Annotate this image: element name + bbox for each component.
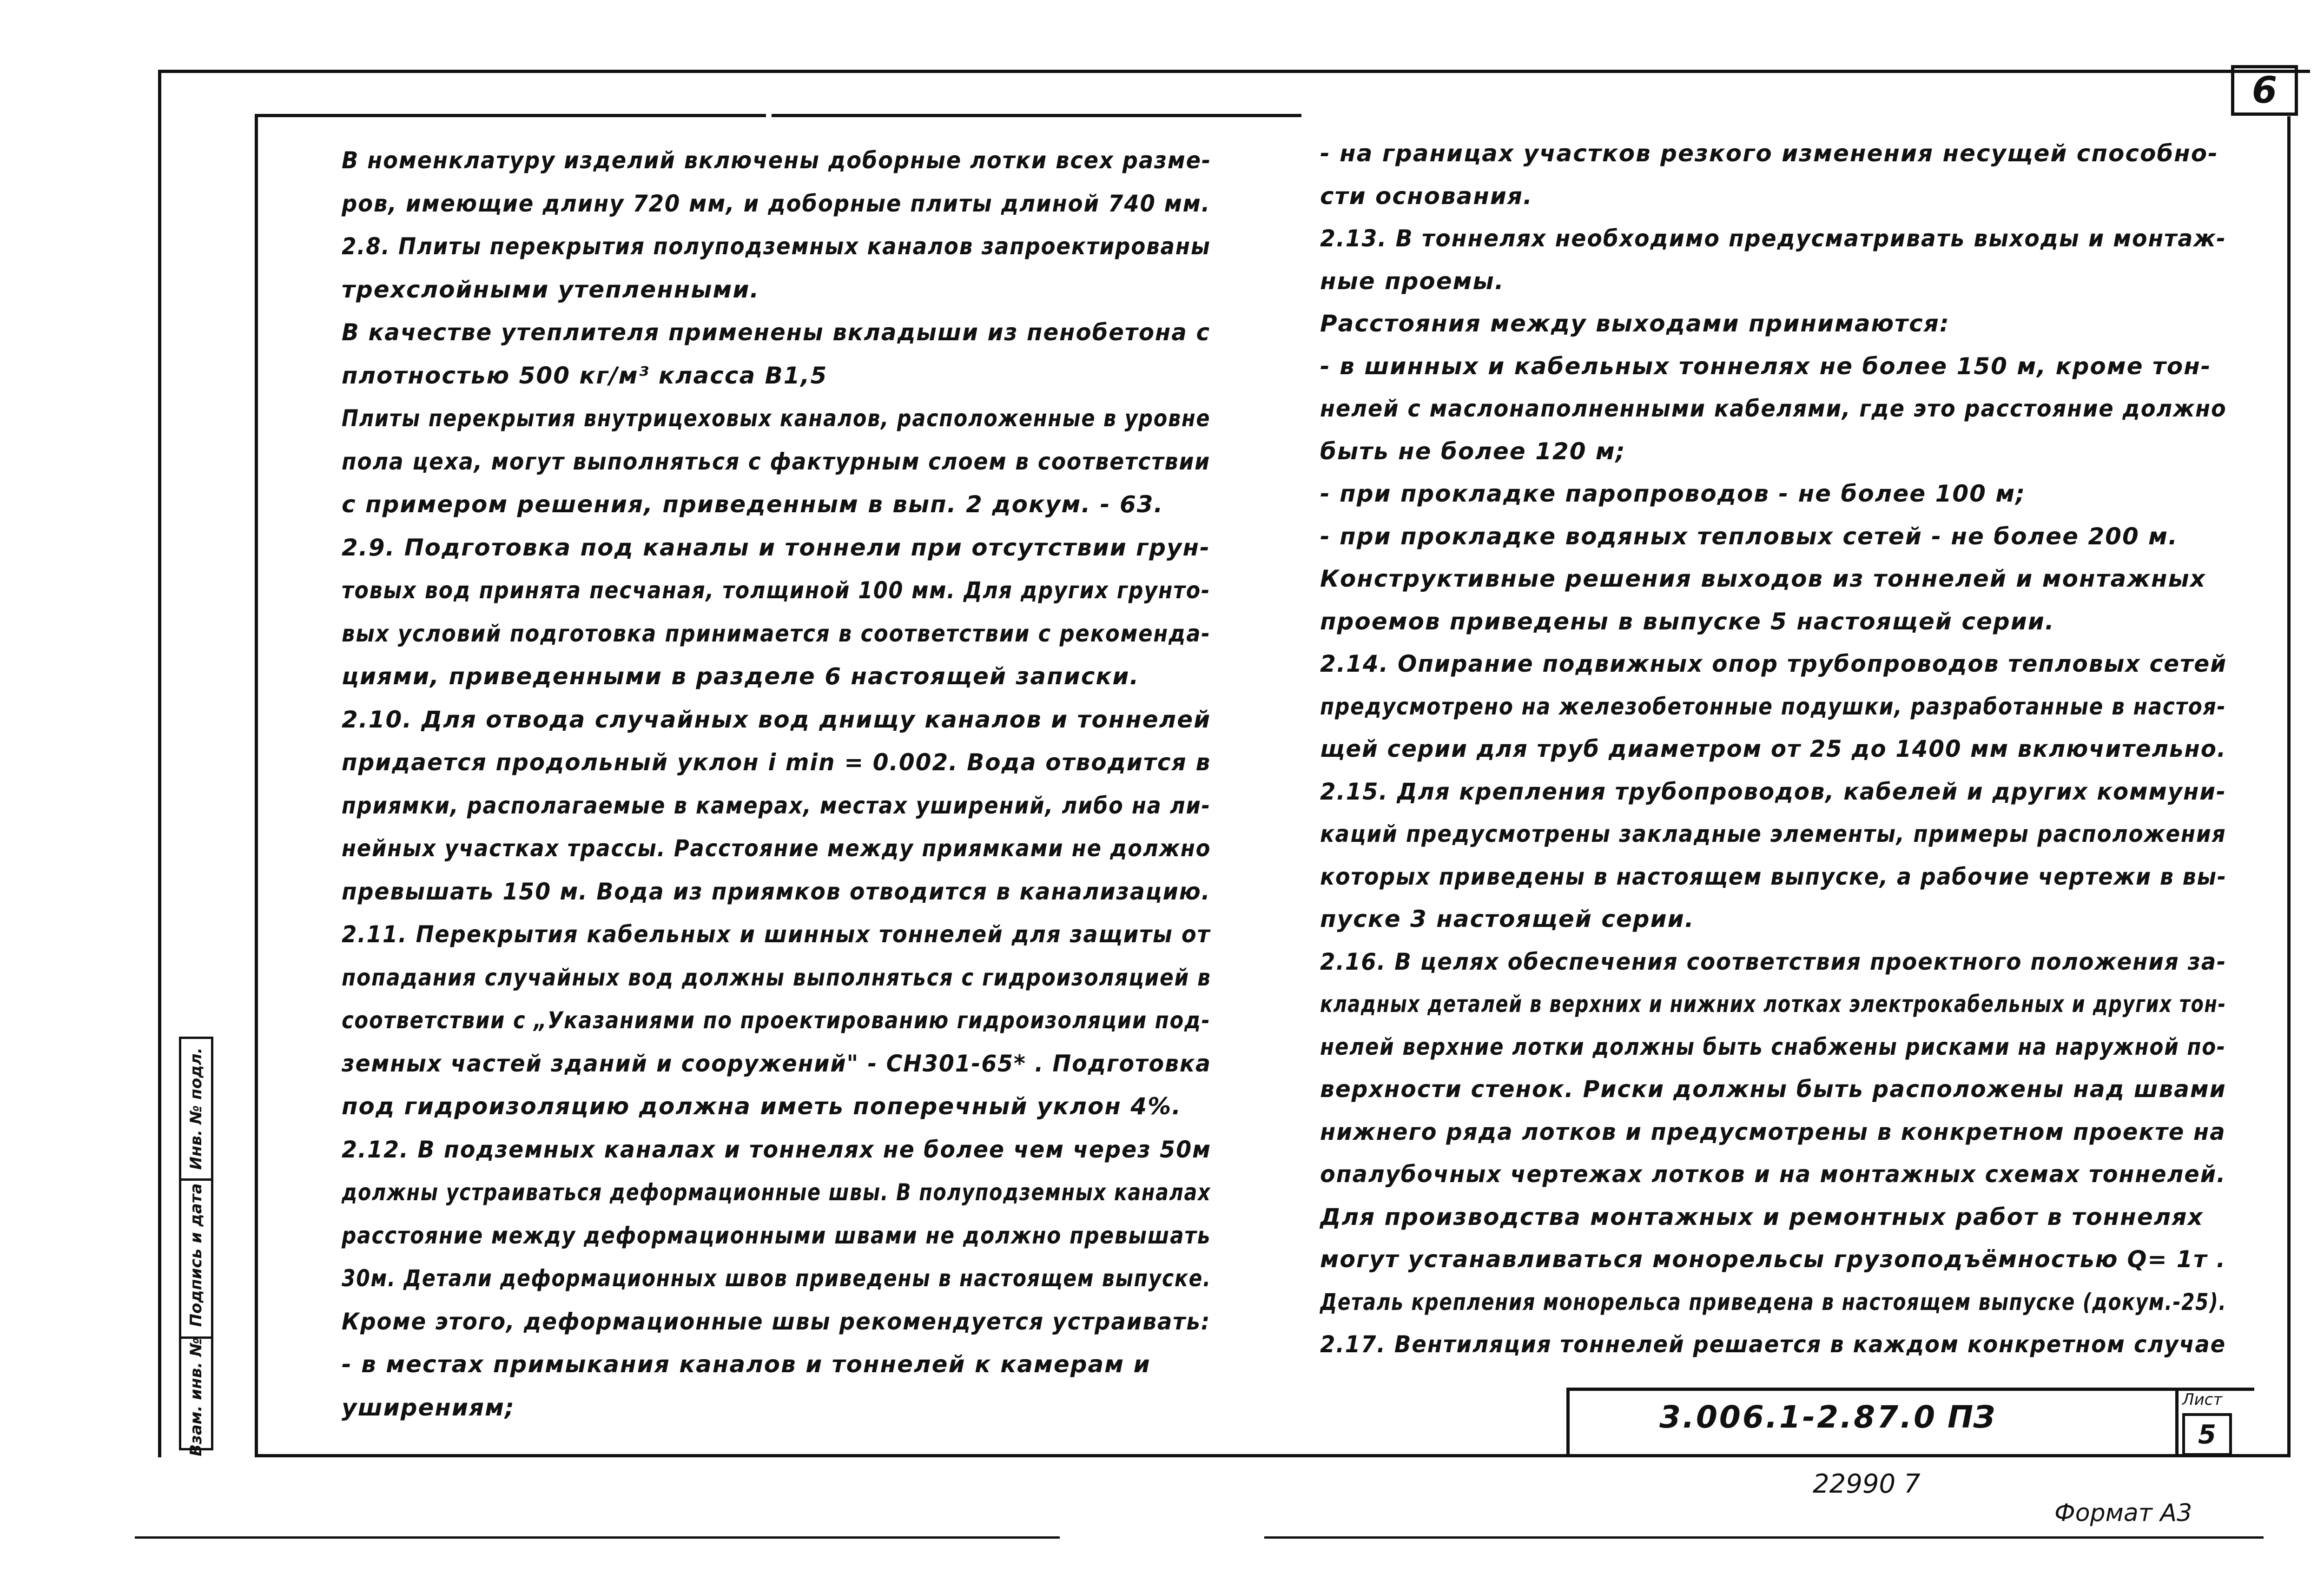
inner-frame-top-middle-segment: [772, 114, 1301, 117]
right-column-line: - на границах участков резкого изменения несущей способно-: [1320, 140, 2218, 167]
right-column-line: - при прокладке паропроводов - не более 100 м;: [1320, 480, 2026, 507]
right-column-line: 2.14. Опирание подвижных опор трубопроводов тепловых сетей: [1320, 650, 2227, 677]
right-column-line: предусмотрено на железобетонные подушки, разработанные в настоя-: [1320, 693, 2226, 720]
bottom-rule-left: [135, 1536, 1060, 1539]
left-column-line: Кроме этого, деформационные швы рекомендуется устраивать:: [342, 1308, 1211, 1335]
left-column-line: расстояние между деформационными швами не должно превышать: [342, 1222, 1211, 1249]
left-column-line: - в местах примыкания каналов и тоннелей к камерам и: [342, 1351, 1151, 1378]
right-column-line: сти основания.: [1320, 182, 1533, 210]
left-column-line: Плиты перекрытия внутрицеховых каналов, расположенные в уровне: [342, 405, 1211, 432]
inventory-number: 22990 7: [1813, 1469, 1921, 1499]
left-column-line: В номенклатуру изделий включены доборные лотки всех разме-: [342, 147, 1212, 174]
left-column-line: циями, приведенными в разделе 6 настоящей записки.: [342, 663, 1140, 690]
right-column-line: нелей с маслонаполненными кабелями, где это расстояние должно: [1320, 395, 2227, 422]
right-column-line: опалубочных чертежах лотков и на монтажных схемах тоннелей.: [1320, 1161, 2226, 1188]
right-column-line: проемов приведены в выпуске 5 настоящей серии.: [1320, 608, 2055, 635]
left-column-line: 2.12. В подземных каналах и тоннелях не более чем через 50м: [342, 1136, 1211, 1163]
inner-frame-top-left-segment: [255, 114, 766, 117]
side-stamp-divider: [181, 1178, 211, 1181]
right-column-line: кладных деталей в верхних и нижних лотках электрокабельных и других тон-: [1320, 991, 2226, 1018]
right-column-line: 2.13. В тоннелях необходимо предусматривать выходы и монтаж-: [1320, 225, 2226, 252]
right-column-line: 2.17. Вентиляция тоннелей решается в каждом конкретном случае: [1320, 1331, 2226, 1358]
left-column-line: приямки, располагаемые в камерах, местах уширений, либо на ли-: [342, 792, 1211, 819]
left-column-line: 2.9. Подготовка под каналы и тоннели при отсутствии грун-: [342, 534, 1210, 561]
right-column-line: 2.15. Для крепления трубопроводов, кабелей и других коммуни-: [1320, 778, 2226, 805]
left-column-line: 2.11. Перекрытия кабельных и шинных тоннелей для защиты от: [342, 921, 1211, 948]
right-column-line: 2.16. В целях обеспечения соответствия проектного положения за-: [1320, 948, 2227, 975]
left-column-line: 2.10. Для отвода случайных вод днищу каналов и тоннелей: [342, 706, 1211, 733]
left-column-line: соответствии с „Указаниями по проектированию гидроизоляции под-: [342, 1007, 1211, 1034]
right-column-line: - в шинных и кабельных тоннелях не более 150 м, кроме тон-: [1320, 352, 2212, 380]
right-column-line: Для производства монтажных и ремонтных работ в тоннелях: [1320, 1203, 2204, 1230]
stamp-label-inventory: Инв. № подл.: [187, 1047, 205, 1170]
right-column-line: Деталь крепления монорельса приведена в настоящем выпуске (докум.-25).: [1320, 1288, 2227, 1316]
stamp-label-signature-date: Подпись и дата: [187, 1183, 205, 1327]
right-column-line: Конструктивные решения выходов из тоннелей и монтажных: [1320, 565, 2206, 592]
document-code: 3.006.1-2.87.0: [1659, 1399, 1937, 1435]
right-column-line: которых приведены в настоящем выпуске, а рабочие чертежи в вы-: [1320, 863, 2227, 890]
sheet-label: Лист: [2182, 1390, 2223, 1409]
outer-frame-top: [158, 70, 2236, 73]
right-column-line: нелей верхние лотки должны быть снабжены рисками на наружной по-: [1320, 1033, 2226, 1060]
corner-sheet-number: 6: [2231, 65, 2298, 116]
left-column-line: с примером решения, приведенным в вып. 2 докум. - 63.: [342, 491, 1164, 518]
left-column-line: товых вод принята песчаная, толщиной 100 мм. Для других грунто-: [342, 577, 1211, 604]
sheet-number: 5: [2182, 1413, 2232, 1456]
left-column-line: 2.8. Плиты перекрытия полуподземных каналов запроектированы: [342, 233, 1211, 260]
right-column-line: быть не более 120 м;: [1320, 437, 1626, 465]
left-column-line: уширениям;: [342, 1394, 515, 1421]
sheet-cell: [2175, 1388, 2233, 1457]
right-column-line: каций предусмотрены закладные элементы, примеры расположения: [1320, 820, 2226, 847]
left-column-line: должны устраиваться деформационные швы. В полуподземных каналах: [342, 1179, 1211, 1206]
right-column-line: пуске 3 настоящей серии.: [1320, 906, 1695, 932]
left-column-line: придается продольный уклон i min = 0.002. Вода отводится в: [342, 749, 1211, 776]
left-column-line: земных частей зданий и сооружений" - СН301-65* . Подготовка: [342, 1050, 1211, 1077]
left-column-line: ров, имеющие длину 720 мм, и доборные плиты длиной 740 мм.: [342, 190, 1211, 217]
left-column-line: попадания случайных вод должны выполняться с гидроизоляцией в: [342, 964, 1211, 991]
right-column-line: щей серии для труб диаметром от 25 до 1400 мм включительно.: [1320, 735, 2227, 762]
paper-format: Формат А3: [2054, 1499, 2192, 1527]
right-column-line: верхности стенок. Риски должны быть расположены над швами: [1320, 1076, 2226, 1103]
right-column-line: нижнего ряда лотков и предусмотрены в конкретном проекте на: [1320, 1118, 2226, 1145]
left-column-line: пола цеха, могут выполняться с фактурным слоем в соответствии: [342, 448, 1211, 475]
bottom-rule-right: [1264, 1536, 2264, 1539]
left-column-line: вых условий подготовка принимается в соответствии с рекоменда-: [342, 620, 1211, 647]
stamp-label-replacement: Взам. инв. №: [187, 1337, 205, 1456]
left-column-line: В качестве утеплителя применены вкладыши из пенобетона с: [342, 319, 1211, 346]
document-type: ПЗ: [1948, 1399, 1995, 1435]
side-stamp: [179, 1037, 213, 1456]
right-column-line: - при прокладке водяных тепловых сетей - не более 200 м.: [1320, 522, 2179, 550]
right-column-line: Расстояния между выходами принимаются:: [1320, 310, 1950, 337]
left-column-line: 30м. Детали деформационных швов приведены в настоящем выпуске.: [342, 1265, 1211, 1292]
left-column-line: под гидроизоляцию должна иметь поперечный уклон 4%.: [342, 1093, 1182, 1120]
left-column-line: превышать 150 м. Вода из приямков отводится в канализацию.: [342, 878, 1211, 905]
left-column-line: нейных участках трассы. Расстояние между приямками не должно: [342, 835, 1211, 862]
right-column-line: ные проемы.: [1320, 267, 1505, 295]
left-column-line: плотностью 500 кг/м³ класса В1,5: [342, 362, 828, 389]
right-column-line: могут устанавливаться монорельсы грузоподъёмностью Q= 1т .: [1320, 1246, 2226, 1273]
left-column-line: трехслойными утепленными.: [342, 276, 760, 303]
